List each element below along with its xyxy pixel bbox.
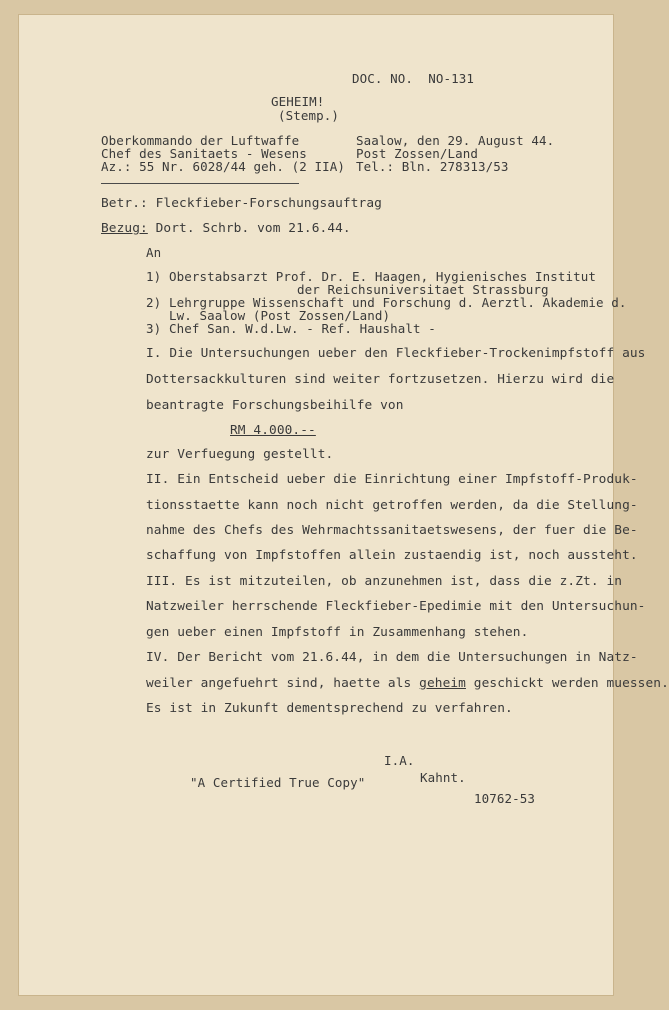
signature-name: Kahnt. xyxy=(420,770,466,785)
recipient-3-line-1: Chef San. W.d.Lw. - Ref. Haushalt - xyxy=(169,321,436,336)
paragraph-4-line-1: IV. Der Bericht vom 21.6.44, in dem die Untersuchungen in Natz- xyxy=(146,650,638,665)
addressee-heading: An xyxy=(146,245,162,260)
paragraph-1-line-4: zur Verfuegung gestellt. xyxy=(146,447,334,462)
sender-line-2: Chef des Sanitaets - Wesens xyxy=(101,146,307,161)
recipient-2-num: 2) xyxy=(146,295,162,310)
file-number: 10762-53 xyxy=(474,791,536,806)
paragraph-3-line-3: gen ueber einen Impfstoff in Zusammenhang stehen. xyxy=(146,625,529,640)
recipient-1-line-2: der Reichsuniversitaet Strassburg xyxy=(297,282,549,297)
paragraph-3-line-1: III. Es ist mitzuteilen, ob anzunehmen ist, dass die z.Zt. in xyxy=(146,574,623,589)
signature-ia: I.A. xyxy=(384,753,415,768)
paragraph-4-line-2 xyxy=(146,677,669,691)
paragraph-4-line-2a: weiler angefuehrt sind, haette als xyxy=(146,676,420,691)
sender-line-1: Oberkommando der Luftwaffe xyxy=(101,133,300,148)
reference-label: Bezug: xyxy=(101,221,148,236)
paragraph-2-line-1: II. Ein Entscheid ueber die Einrichtung einer Impfstoff-Produk- xyxy=(146,472,638,487)
paragraph-1-line-2: Dottersackkulturen sind weiter fortzusetzen. Hierzu wird die xyxy=(146,372,615,387)
paragraph-4-line-2c: geschickt werden muessen. xyxy=(465,676,669,691)
paragraph-3-line-2: Natzweiler herrschende Fleckfieber-Epedimie mit den Untersuchun- xyxy=(146,599,646,614)
recipient-2-line-2: Lw. Saalow (Post Zossen/Land) xyxy=(169,308,391,323)
paragraph-4-line-3: Es ist in Zukunft dementsprechend zu verfahren. xyxy=(146,701,513,716)
reference-text: Dort. Schrb. vom 21.6.44. xyxy=(147,221,351,236)
header-rule xyxy=(101,183,299,184)
paragraph-1-line-3: beantragte Forschungsbeihilfe von xyxy=(146,398,404,413)
recipient-1-num: 1) xyxy=(146,269,162,284)
reference-line xyxy=(101,222,351,236)
paragraph-2-line-4: schaffung von Impfstoffen allein zustaendig ist, noch aussteht. xyxy=(146,548,638,563)
classification-stamp: GEHEIM! xyxy=(271,94,325,109)
place-date-line-2: Post Zossen/Land xyxy=(356,146,479,161)
secret-word: geheim xyxy=(419,676,466,691)
place-date-line-3: Tel.: Bln. 278313/53 xyxy=(356,159,509,174)
certified-copy: "A Certified True Copy" xyxy=(190,775,366,790)
place-date-line-1: Saalow, den 29. August 44. xyxy=(356,133,555,148)
sender-line-3: Az.: 55 Nr. 6028/44 geh. (2 IIA) xyxy=(101,159,346,174)
paragraph-2-line-2: tionsstaette kann noch nicht getroffen werden, da die Stellung- xyxy=(146,498,638,513)
recipient-2-line-1: Lehrgruppe Wissenschaft und Forschung d. Aerztl. Akademie d. xyxy=(169,295,627,310)
doc-number: DOC. NO. NO-131 xyxy=(352,71,475,86)
paragraph-2-line-3: nahme des Chefs des Wehrmachtssanitaetswesens, der fuer die Be- xyxy=(146,523,638,538)
classification-note: (Stemp.) xyxy=(278,108,340,123)
recipient-3-num: 3) xyxy=(146,321,162,336)
paragraph-1-line-1: I. Die Untersuchungen ueber den Fleckfieber-Trockenimpfstoff aus xyxy=(146,346,646,361)
subject-line: Betr.: Fleckfieber-Forschungsauftrag xyxy=(101,196,382,211)
grant-amount: RM 4.000.-- xyxy=(230,423,316,438)
recipient-1-line-1: Oberstabsarzt Prof. Dr. E. Haagen, Hygienisches Institut xyxy=(169,269,597,284)
